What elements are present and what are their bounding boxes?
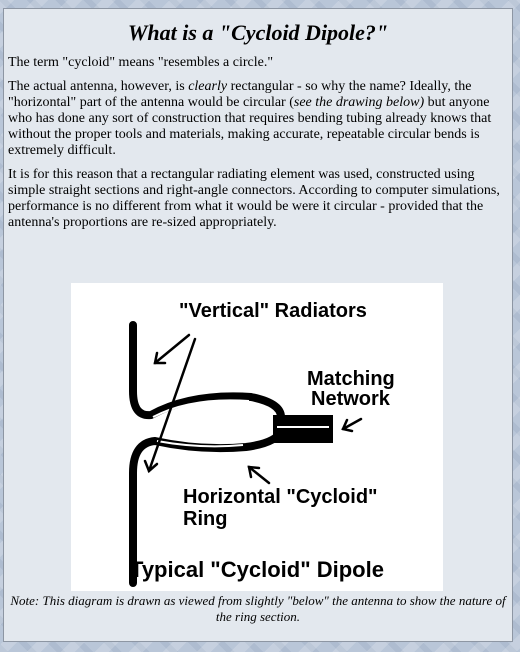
cycloid-dipole-diagram [71, 283, 443, 591]
paragraph-1: The term "cycloid" means "resembles a circle." [8, 55, 274, 70]
matching-network-box [273, 415, 333, 443]
paragraph-2-emphasis-clearly: clearly [188, 79, 228, 94]
paragraph-2-part2: rectangular - so why the name? Ideally, the "horizontal" part of the antenna would be circular ( [8, 79, 472, 110]
diagram-svg [71, 283, 443, 591]
label-vertical-radiators: "Vertical" Radiators [179, 300, 367, 322]
horizontal-ring-arrow [249, 467, 269, 483]
paragraph-2 [8, 79, 508, 159]
matching-network-arrow [343, 419, 361, 431]
label-matching: Matching [307, 368, 395, 390]
paragraph-2-part1: The actual antenna, however, is [8, 79, 189, 94]
label-horizontal-cycloid: Horizontal "Cycloid" [183, 486, 378, 508]
page-title: What is a "Cycloid Dipole?" [127, 20, 389, 45]
paragraph-2-emphasis-drawing: see the drawing below) [293, 95, 425, 110]
diagram-caption: Typical "Cycloid" Dipole [130, 557, 384, 582]
paragraph-3: It is for this reason that a rectangular radiating element was used, constructed using simple straight sections and right-angle connectors. According to computer simulations, performance is no different from what it would be were it circular - provided that the antenna's proportions are re-sized appropriately. [8, 167, 500, 230]
label-ring: Ring [183, 508, 228, 530]
content-panel [3, 8, 513, 642]
label-network: Network [311, 388, 390, 410]
upper-vertical-radiator [133, 325, 281, 417]
paragraph-2-part3: but anyone who has done any sort of construction that requires bending tubing already knows that without the proper tools and materials, making accurate, repeatable circular bends is extremely difficult. [8, 95, 492, 158]
diagram-note: Note: This diagram is drawn as viewed from slightly "below" the antenna to show the nature of the ring section. [10, 593, 506, 624]
